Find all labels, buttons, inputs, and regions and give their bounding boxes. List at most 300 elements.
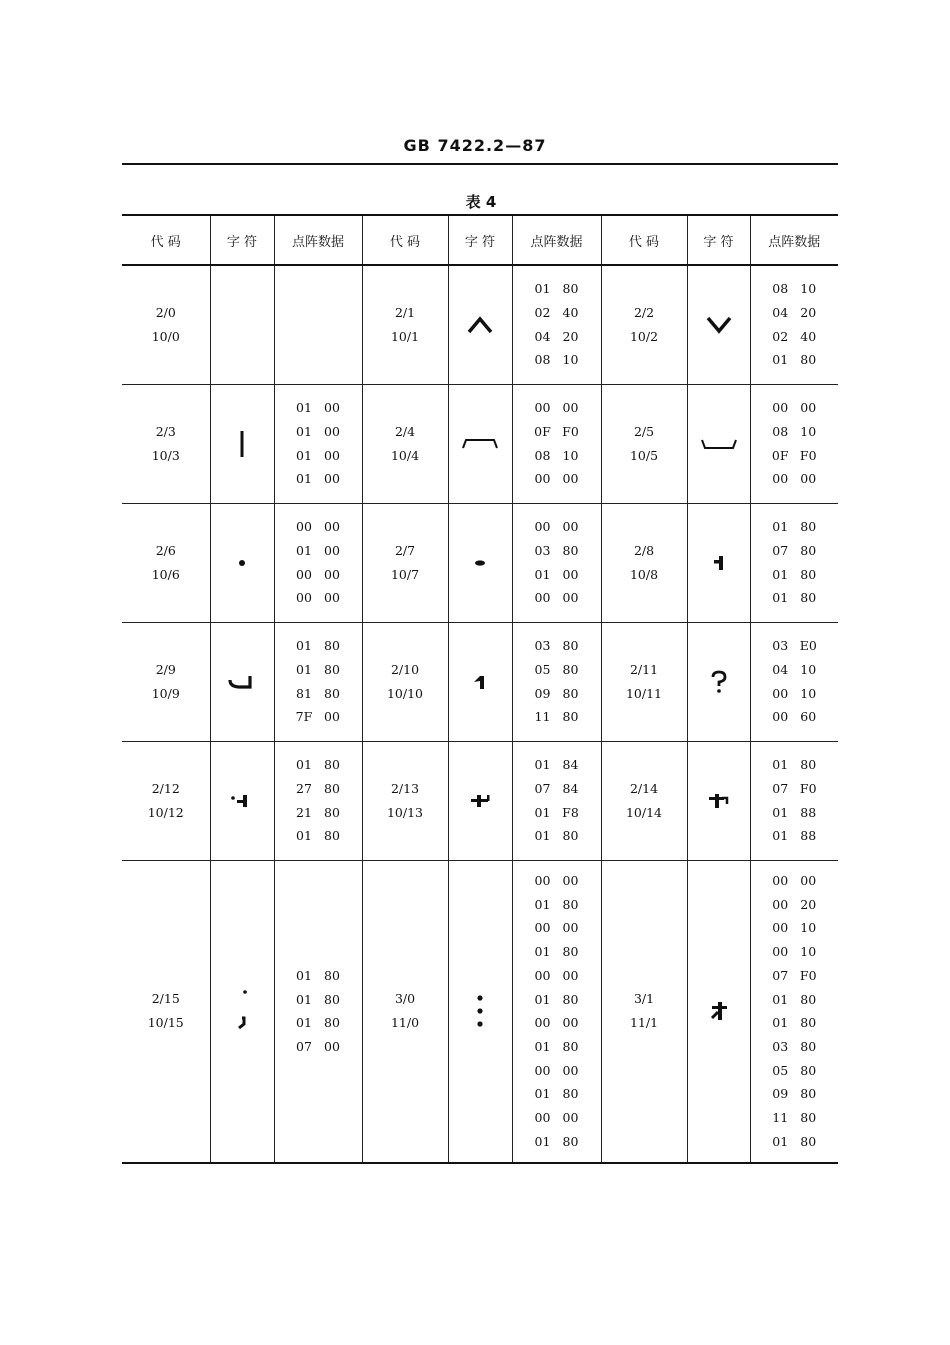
hex-byte: 08 bbox=[534, 352, 551, 368]
hex-byte: 10 bbox=[800, 944, 817, 960]
hex-byte: 01 bbox=[534, 1086, 551, 1102]
hex-byte: 01 bbox=[534, 1038, 551, 1054]
hex-byte: 08 bbox=[772, 281, 789, 297]
hex-pair bbox=[768, 1035, 820, 1059]
hex-pair bbox=[768, 753, 820, 777]
hex-byte: 01 bbox=[296, 400, 312, 416]
hex-byte: 00 bbox=[772, 944, 789, 960]
hex-byte: 03 bbox=[534, 638, 551, 654]
hex-pair bbox=[531, 682, 583, 706]
hex-byte: 10 bbox=[800, 920, 817, 936]
hex-byte: 80 bbox=[324, 661, 340, 677]
hex-byte: 00 bbox=[324, 1038, 340, 1054]
hex-byte: 00 bbox=[296, 590, 312, 606]
hex-byte: 80 bbox=[562, 685, 579, 701]
dot-matrix-cell bbox=[512, 265, 601, 384]
hex-byte: 80 bbox=[562, 709, 579, 725]
hex-byte: 00 bbox=[562, 873, 579, 889]
hex-byte: 01 bbox=[296, 828, 312, 844]
hex-byte: 84 bbox=[562, 780, 579, 796]
dot-matrix-data bbox=[768, 634, 820, 729]
code-cell bbox=[601, 741, 687, 860]
hex-byte: 00 bbox=[562, 1015, 579, 1031]
hex-byte: 10 bbox=[800, 281, 817, 297]
hex-byte: 10 bbox=[800, 685, 817, 701]
dot-matrix-data bbox=[768, 869, 820, 1153]
hex-byte: 00 bbox=[324, 542, 340, 558]
hex-byte: 80 bbox=[800, 590, 817, 606]
hex-byte: 80 bbox=[324, 828, 340, 844]
hex-byte: 80 bbox=[562, 1133, 579, 1149]
hex-byte: 05 bbox=[772, 1062, 789, 1078]
character-cell bbox=[210, 741, 274, 860]
dot-matrix-data bbox=[768, 515, 820, 610]
hex-byte: 04 bbox=[772, 661, 789, 677]
hex-byte: 01 bbox=[296, 542, 312, 558]
code-value: 2/8 bbox=[633, 542, 655, 558]
hex-byte: 80 bbox=[324, 638, 340, 654]
code-value: 10/6 bbox=[151, 566, 180, 582]
hex-pair bbox=[531, 586, 583, 610]
hex-pair bbox=[292, 753, 344, 777]
code-cell bbox=[122, 622, 210, 741]
dot-matrix-cell bbox=[750, 265, 838, 384]
hex-pair bbox=[531, 277, 583, 301]
dot-matrix-cell bbox=[750, 741, 838, 860]
dot-matrix-cell bbox=[512, 622, 601, 741]
hex-byte: 80 bbox=[324, 685, 340, 701]
dot-matrix-data bbox=[768, 277, 820, 372]
hex-byte: 01 bbox=[534, 944, 551, 960]
hex-pair bbox=[292, 1035, 344, 1059]
hex-byte: 00 bbox=[534, 920, 551, 936]
hex-byte: 07 bbox=[772, 967, 789, 983]
hex-pair bbox=[531, 705, 583, 729]
code-value: 10/5 bbox=[629, 447, 659, 463]
hex-byte: 00 bbox=[534, 1015, 551, 1031]
hex-byte: 01 bbox=[296, 991, 312, 1007]
hex-pair bbox=[531, 777, 583, 801]
hex-pair bbox=[768, 777, 820, 801]
hex-byte: 00 bbox=[296, 519, 312, 535]
hex-byte: 04 bbox=[772, 305, 789, 321]
dot-matrix-data bbox=[292, 964, 344, 1059]
hex-byte: F8 bbox=[562, 804, 579, 820]
dot-matrix-data bbox=[292, 515, 344, 610]
hex-byte: 11 bbox=[534, 709, 551, 725]
hex-byte: 03 bbox=[772, 638, 789, 654]
hex-byte: 01 bbox=[534, 757, 551, 773]
hex-byte: 01 bbox=[534, 896, 551, 912]
dot-matrix-data bbox=[292, 753, 344, 848]
hex-byte: 60 bbox=[800, 709, 817, 725]
hex-pair bbox=[768, 563, 820, 587]
hex-byte: 80 bbox=[800, 1015, 817, 1031]
hex-byte: 01 bbox=[296, 471, 312, 487]
hex-pair bbox=[531, 753, 583, 777]
hex-byte: 80 bbox=[324, 804, 340, 820]
hex-byte: 40 bbox=[800, 328, 817, 344]
code-value: 10/8 bbox=[629, 566, 659, 582]
dot-matrix-cell bbox=[750, 860, 838, 1163]
hex-pair bbox=[292, 658, 344, 682]
hex-byte: 01 bbox=[772, 757, 789, 773]
hex-pair bbox=[292, 964, 344, 988]
hex-byte: 00 bbox=[324, 447, 340, 463]
hex-byte: 01 bbox=[534, 804, 551, 820]
hex-byte: 00 bbox=[296, 566, 312, 582]
hex-byte: 80 bbox=[800, 1110, 817, 1126]
hex-pair bbox=[531, 1035, 583, 1059]
hex-pair bbox=[768, 682, 820, 706]
hex-byte: 0F bbox=[534, 423, 551, 439]
code-table bbox=[122, 214, 838, 1164]
hex-byte: 01 bbox=[534, 1133, 551, 1149]
character-cell bbox=[448, 384, 512, 503]
question-glyph bbox=[688, 670, 750, 694]
plus-tail-glyph bbox=[688, 792, 750, 810]
left-hook-glyph bbox=[688, 554, 750, 572]
hex-byte: 03 bbox=[772, 1038, 789, 1054]
hex-pair bbox=[768, 916, 820, 940]
hex-byte: 80 bbox=[562, 944, 579, 960]
hex-pair bbox=[531, 515, 583, 539]
hex-byte: 01 bbox=[296, 1015, 312, 1031]
character-cell bbox=[210, 384, 274, 503]
comma-hook-glyph bbox=[211, 986, 274, 1036]
hex-byte: 00 bbox=[324, 590, 340, 606]
hex-pair bbox=[292, 539, 344, 563]
code-value: 2/3 bbox=[155, 423, 176, 439]
hex-byte: 00 bbox=[800, 471, 817, 487]
hex-byte: 00 bbox=[562, 1110, 579, 1126]
wide-dot-glyph bbox=[449, 558, 512, 568]
hex-byte: 80 bbox=[800, 1038, 817, 1054]
vertical-dots-glyph bbox=[449, 994, 512, 1028]
character-cell bbox=[687, 860, 750, 1163]
hex-byte: 01 bbox=[772, 590, 789, 606]
code-value: 3/1 bbox=[633, 991, 655, 1007]
dot-matrix-data bbox=[292, 634, 344, 729]
code-cell bbox=[122, 741, 210, 860]
code-value: 10/3 bbox=[151, 447, 180, 463]
hex-byte: 10 bbox=[800, 661, 817, 677]
hex-byte: 88 bbox=[800, 828, 817, 844]
hex-byte: 00 bbox=[562, 967, 579, 983]
code-value: 10/4 bbox=[390, 447, 420, 463]
hex-pair bbox=[768, 824, 820, 848]
slash-cross-glyph bbox=[688, 1000, 750, 1022]
hex-byte: 00 bbox=[562, 590, 579, 606]
hex-byte: 80 bbox=[562, 991, 579, 1007]
character-cell bbox=[210, 622, 274, 741]
hex-byte: 01 bbox=[772, 1133, 789, 1149]
code-value: 10/14 bbox=[625, 804, 663, 820]
hex-pair bbox=[531, 563, 583, 587]
character-cell bbox=[210, 265, 274, 384]
character-cell bbox=[687, 622, 750, 741]
vertical-line-glyph bbox=[211, 429, 274, 459]
code-value: 11/0 bbox=[390, 1015, 420, 1031]
code-cell bbox=[601, 384, 687, 503]
dot-matrix-data bbox=[531, 396, 583, 491]
dot-matrix-cell bbox=[274, 860, 362, 1163]
hex-pair bbox=[768, 634, 820, 658]
code-value: 2/0 bbox=[155, 304, 176, 320]
hex-pair bbox=[768, 348, 820, 372]
table-row bbox=[122, 265, 838, 384]
hex-byte: 01 bbox=[534, 828, 551, 844]
code-value: 2/11 bbox=[629, 661, 659, 677]
dot-matrix-data bbox=[292, 396, 344, 491]
hex-pair bbox=[292, 586, 344, 610]
hex-byte: 00 bbox=[324, 423, 340, 439]
hex-byte: 00 bbox=[772, 400, 789, 416]
hex-pair bbox=[768, 658, 820, 682]
hex-pair bbox=[531, 1082, 583, 1106]
hex-byte: 00 bbox=[562, 566, 579, 582]
hex-pair bbox=[768, 467, 820, 491]
table-row bbox=[122, 384, 838, 503]
overline-glyph bbox=[449, 436, 512, 452]
hex-byte: 00 bbox=[772, 873, 789, 889]
hex-pair bbox=[292, 824, 344, 848]
code-value: 10/13 bbox=[386, 804, 424, 820]
code-cell bbox=[362, 384, 448, 503]
character-cell bbox=[687, 384, 750, 503]
hex-byte: 80 bbox=[324, 780, 340, 796]
hex-byte: 01 bbox=[534, 281, 551, 297]
hex-byte: 80 bbox=[800, 519, 817, 535]
hex-byte: 00 bbox=[772, 685, 789, 701]
code-value: 2/5 bbox=[633, 423, 655, 439]
hex-pair bbox=[768, 420, 820, 444]
code-value: 10/1 bbox=[390, 328, 420, 344]
hex-byte: 20 bbox=[800, 896, 817, 912]
header-rule bbox=[122, 163, 838, 165]
hex-byte: F0 bbox=[799, 447, 817, 463]
hex-byte: 0F bbox=[771, 447, 789, 463]
hex-byte: 00 bbox=[772, 709, 789, 725]
hex-pair bbox=[531, 444, 583, 468]
dot-matrix-cell bbox=[274, 503, 362, 622]
flag-glyph bbox=[449, 673, 512, 691]
code-value: 10/10 bbox=[386, 685, 424, 701]
hex-byte: 88 bbox=[800, 804, 817, 820]
hex-byte: 80 bbox=[324, 1015, 340, 1031]
hex-byte: 01 bbox=[296, 638, 312, 654]
hex-byte: 80 bbox=[562, 828, 579, 844]
code-value: 11/1 bbox=[629, 1015, 659, 1031]
table-header-row bbox=[122, 215, 838, 265]
hex-pair bbox=[768, 988, 820, 1012]
hex-pair bbox=[292, 682, 344, 706]
code-value: 10/7 bbox=[390, 566, 420, 582]
dot-matrix-data bbox=[768, 396, 820, 491]
hex-pair bbox=[531, 869, 583, 893]
hex-byte: 02 bbox=[534, 305, 551, 321]
hex-byte: 07 bbox=[772, 780, 789, 796]
hex-pair bbox=[531, 988, 583, 1012]
hex-byte: 27 bbox=[296, 780, 312, 796]
hex-byte: 08 bbox=[534, 447, 551, 463]
hex-pair bbox=[531, 1011, 583, 1035]
code-value: 10/12 bbox=[147, 804, 184, 820]
hex-byte: 09 bbox=[534, 685, 551, 701]
hex-byte: 80 bbox=[800, 1133, 817, 1149]
hex-pair bbox=[768, 1082, 820, 1106]
hex-byte: F0 bbox=[799, 967, 817, 983]
hex-byte: 80 bbox=[800, 566, 817, 582]
hex-pair bbox=[292, 563, 344, 587]
hex-byte: 10 bbox=[800, 423, 817, 439]
code-value: 2/15 bbox=[151, 991, 180, 1007]
code-cell bbox=[122, 265, 210, 384]
hex-pair bbox=[531, 1106, 583, 1130]
hex-byte: 01 bbox=[772, 519, 789, 535]
hex-byte: 00 bbox=[562, 519, 579, 535]
hex-pair bbox=[768, 277, 820, 301]
dot-hook-glyph bbox=[211, 792, 274, 810]
hex-pair bbox=[768, 1106, 820, 1130]
hex-pair bbox=[768, 893, 820, 917]
hex-pair bbox=[531, 916, 583, 940]
hex-pair bbox=[768, 705, 820, 729]
hex-byte: 09 bbox=[772, 1086, 789, 1102]
table-caption: 表 4 bbox=[465, 193, 497, 211]
code-value: 2/6 bbox=[155, 542, 176, 558]
hex-pair bbox=[531, 1130, 583, 1154]
table-row bbox=[122, 860, 838, 1163]
hex-byte: 01 bbox=[296, 423, 312, 439]
code-value: 2/4 bbox=[394, 423, 416, 439]
character-cell bbox=[448, 503, 512, 622]
code-cell bbox=[122, 503, 210, 622]
table-row bbox=[122, 622, 838, 741]
hex-byte: 00 bbox=[324, 566, 340, 582]
hex-byte: 80 bbox=[800, 542, 817, 558]
character-cell bbox=[687, 265, 750, 384]
column-header: 字 符 bbox=[210, 215, 274, 265]
dot-matrix-data bbox=[768, 753, 820, 848]
hex-byte: 00 bbox=[772, 920, 789, 936]
character-cell bbox=[210, 503, 274, 622]
dot-glyph bbox=[211, 558, 274, 568]
hex-byte: 7F bbox=[295, 709, 313, 725]
hex-pair bbox=[531, 893, 583, 917]
code-cell bbox=[601, 622, 687, 741]
code-value: 2/14 bbox=[629, 780, 659, 796]
dot-matrix-cell bbox=[512, 860, 601, 1163]
hex-byte: 80 bbox=[562, 281, 579, 297]
hex-pair bbox=[531, 396, 583, 420]
column-header: 代 码 bbox=[362, 215, 448, 265]
hex-pair bbox=[292, 1011, 344, 1035]
hex-byte: 01 bbox=[296, 757, 312, 773]
code-value: 3/0 bbox=[394, 991, 416, 1007]
column-header: 字 符 bbox=[448, 215, 512, 265]
dot-matrix-cell bbox=[274, 622, 362, 741]
hex-pair bbox=[292, 634, 344, 658]
code-value: 2/10 bbox=[390, 661, 420, 677]
hex-pair bbox=[768, 586, 820, 610]
hex-byte: 00 bbox=[324, 400, 340, 416]
hex-byte: 80 bbox=[800, 991, 817, 1007]
dot-matrix-cell bbox=[274, 384, 362, 503]
column-header: 字 符 bbox=[687, 215, 750, 265]
hex-pair bbox=[768, 396, 820, 420]
hex-pair bbox=[292, 988, 344, 1012]
hex-byte: F0 bbox=[562, 423, 579, 439]
hex-byte: 80 bbox=[800, 1086, 817, 1102]
hex-byte: 07 bbox=[772, 542, 789, 558]
hex-pair bbox=[768, 869, 820, 893]
hex-byte: 08 bbox=[772, 423, 789, 439]
hex-pair bbox=[531, 658, 583, 682]
code-value: 10/15 bbox=[147, 1015, 184, 1031]
code-value: 2/1 bbox=[394, 304, 416, 320]
code-value: 2/12 bbox=[151, 780, 180, 796]
hex-pair bbox=[768, 1059, 820, 1083]
dot-matrix-data bbox=[531, 869, 583, 1153]
hex-pair bbox=[292, 444, 344, 468]
code-cell bbox=[122, 860, 210, 1163]
character-cell bbox=[448, 860, 512, 1163]
hex-pair bbox=[531, 940, 583, 964]
hex-byte: 01 bbox=[772, 352, 789, 368]
character-cell bbox=[448, 265, 512, 384]
code-value: 2/7 bbox=[394, 542, 416, 558]
hex-pair bbox=[531, 964, 583, 988]
code-cell bbox=[601, 503, 687, 622]
hex-byte: 00 bbox=[534, 1062, 551, 1078]
code-cell bbox=[362, 622, 448, 741]
character-cell bbox=[448, 741, 512, 860]
hex-byte: 80 bbox=[562, 1086, 579, 1102]
hex-pair bbox=[292, 705, 344, 729]
standard-header: GB 7422.2—87 bbox=[403, 136, 547, 155]
dot-matrix-data bbox=[531, 277, 583, 372]
hex-byte: 01 bbox=[772, 828, 789, 844]
hex-pair bbox=[531, 467, 583, 491]
hex-byte: 80 bbox=[800, 757, 817, 773]
hex-byte: 07 bbox=[534, 780, 551, 796]
hex-pair bbox=[531, 801, 583, 825]
hex-byte: 01 bbox=[772, 991, 789, 1007]
dot-matrix-cell bbox=[750, 622, 838, 741]
hex-byte: 01 bbox=[534, 566, 551, 582]
hex-byte: 00 bbox=[534, 873, 551, 889]
hex-byte: E0 bbox=[799, 638, 817, 654]
hex-pair bbox=[768, 964, 820, 988]
code-cell bbox=[601, 265, 687, 384]
code-cell bbox=[362, 860, 448, 1163]
hex-byte: 80 bbox=[324, 967, 340, 983]
hex-pair bbox=[768, 801, 820, 825]
hex-pair bbox=[292, 420, 344, 444]
hex-pair bbox=[531, 325, 583, 349]
column-header: 点阵数据 bbox=[750, 215, 838, 265]
column-header: 代 码 bbox=[601, 215, 687, 265]
hex-pair bbox=[531, 348, 583, 372]
hex-byte: 05 bbox=[534, 661, 551, 677]
table-row bbox=[122, 503, 838, 622]
character-cell bbox=[687, 741, 750, 860]
code-value: 2/13 bbox=[390, 780, 420, 796]
code-cell bbox=[362, 741, 448, 860]
hex-byte: 00 bbox=[562, 920, 579, 936]
hex-byte: 01 bbox=[772, 1015, 789, 1031]
